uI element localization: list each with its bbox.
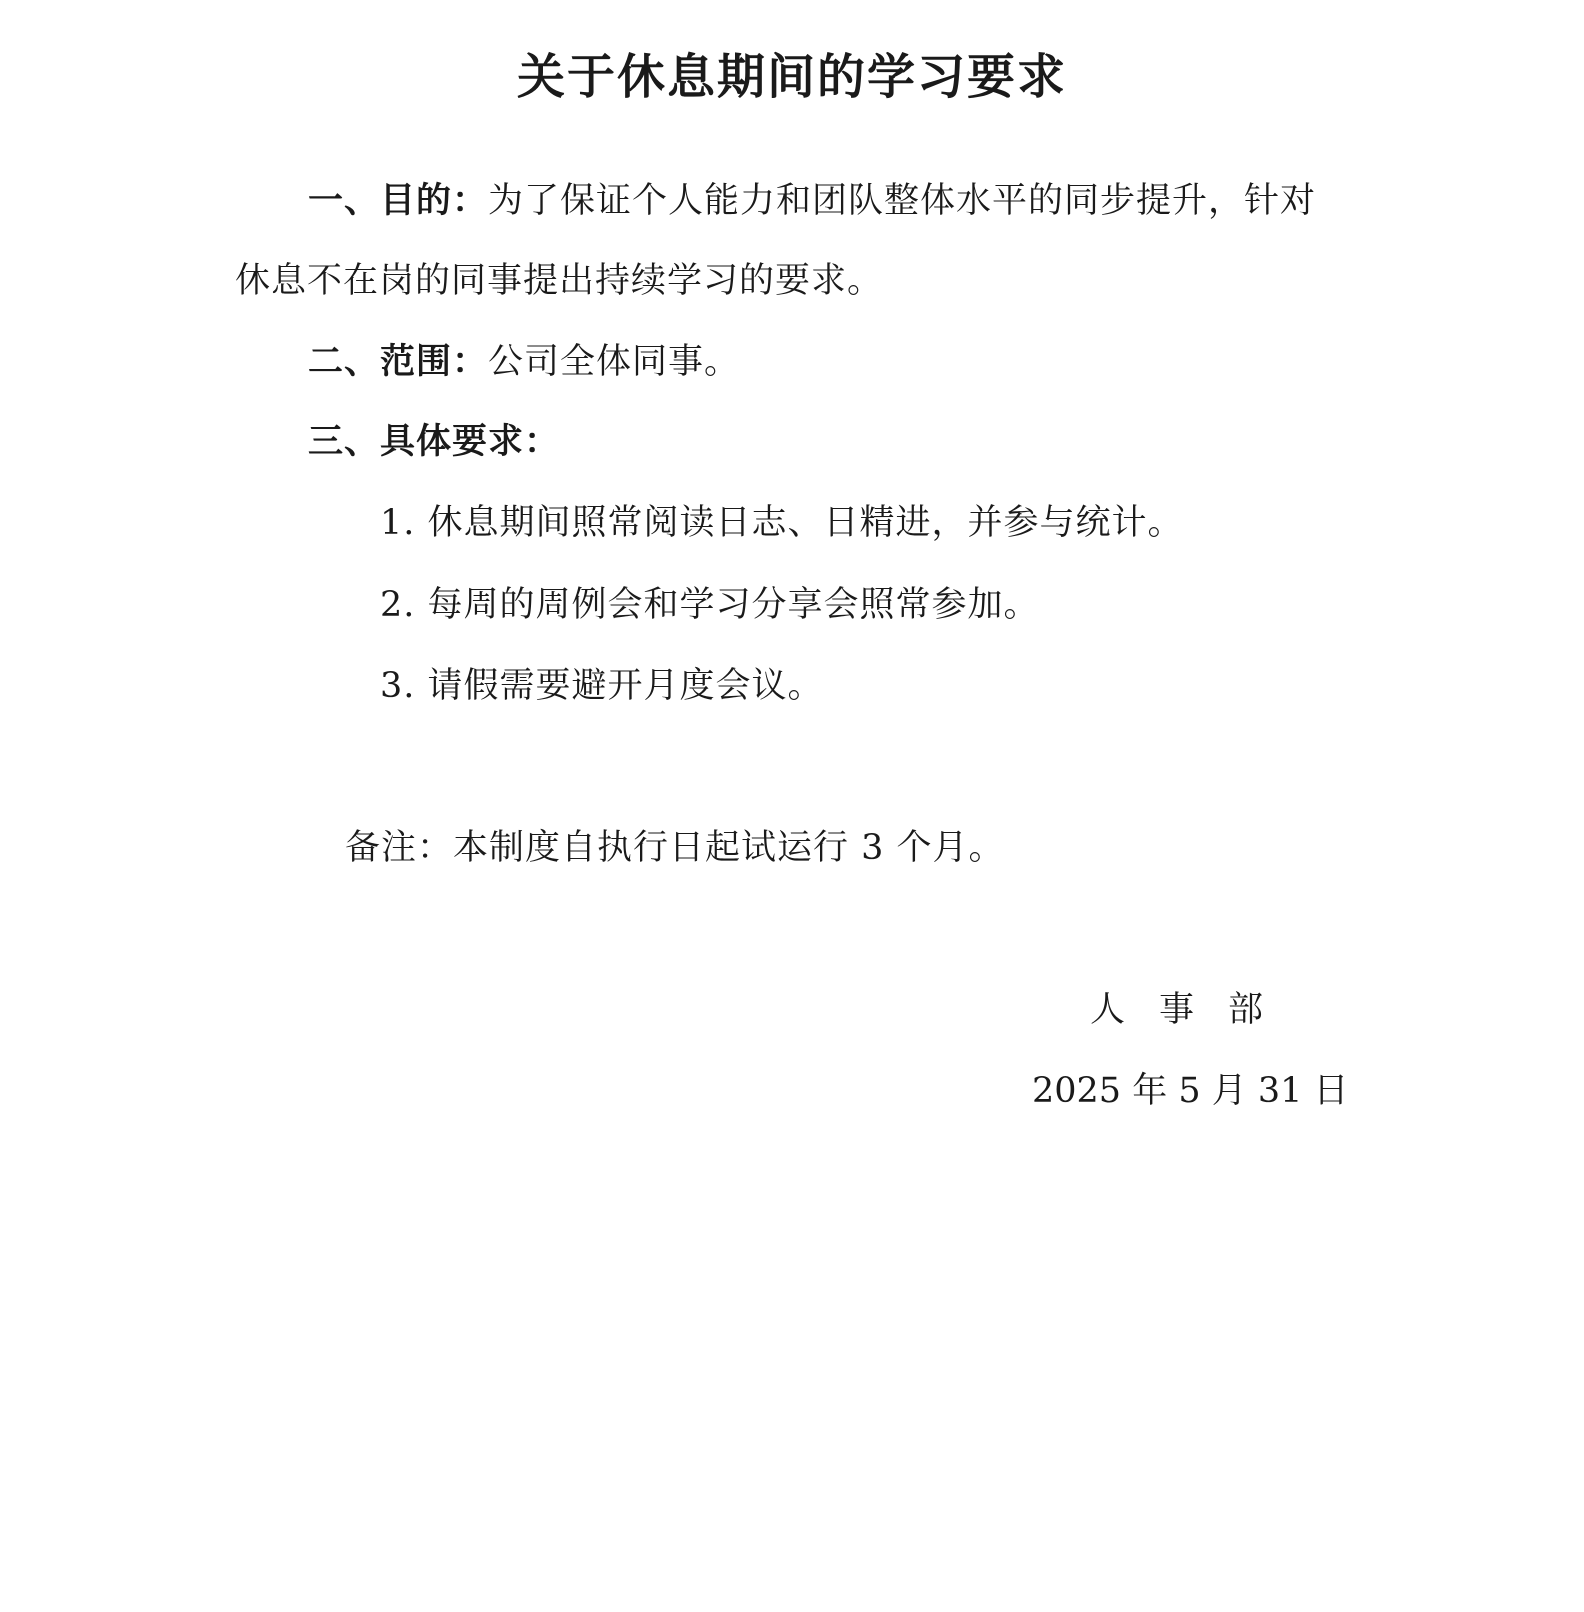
requirements-heading: 三、具体要求：	[308, 421, 561, 462]
document-title: 关于休息期间的学习要求	[516, 49, 1067, 105]
purpose-heading: 一、目的：	[308, 180, 489, 221]
signature-department: 人事部	[1090, 990, 1298, 1030]
scope-paragraph	[308, 337, 740, 387]
signature-date: 2025 年 5 月 31 日	[1032, 1071, 1349, 1111]
requirement-item-2: 2. 每周的周例会和学习分享会照常参加。	[380, 585, 1040, 625]
scope-heading: 二、范围：	[308, 341, 489, 382]
purpose-paragraph	[308, 176, 1316, 226]
purpose-text-line1: 为了保证个人能力和团队整体水平的同步提升，针对	[488, 181, 1317, 221]
purpose-text-line2: 休息不在岗的同事提出持续学习的要求。	[235, 261, 884, 301]
requirement-item-1: 1. 休息期间照常阅读日志、日精进，并参与统计。	[380, 503, 1184, 543]
note-text: 备注：本制度自执行日起试运行 3 个月。	[345, 828, 1005, 868]
requirement-item-3: 3. 请假需要避开月度会议。	[380, 666, 824, 706]
scope-text: 公司全体同事。	[488, 342, 741, 382]
